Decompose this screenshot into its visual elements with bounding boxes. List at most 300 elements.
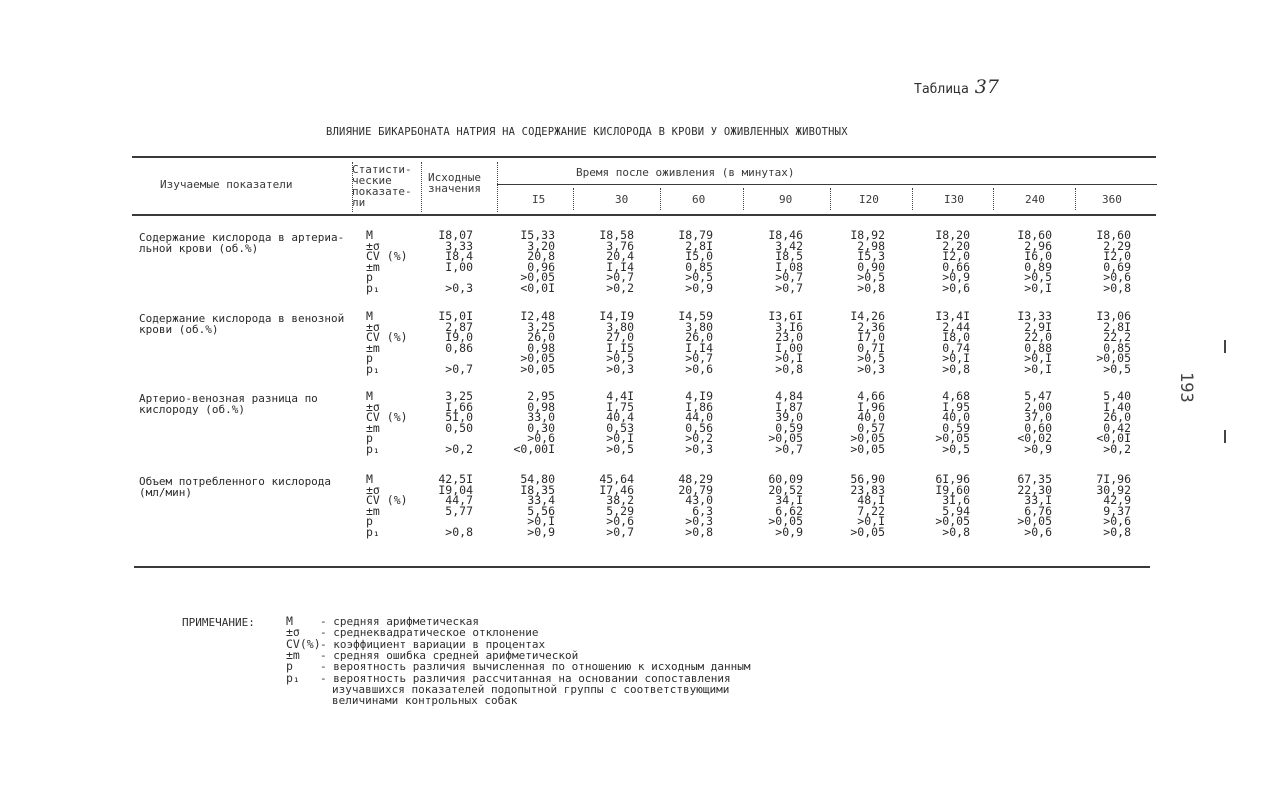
time-values-column bbox=[520, 311, 555, 375]
table-cell: I2,0 bbox=[1103, 249, 1131, 264]
table-cell: >0,3 bbox=[445, 280, 473, 295]
table-cell: 20,52 bbox=[768, 482, 803, 497]
table-cell: 0,98 bbox=[527, 340, 555, 355]
table-cell: >0,5 bbox=[942, 441, 970, 456]
table-cell: 5,47 bbox=[1024, 389, 1052, 403]
table-cell: 7,22 bbox=[857, 503, 885, 518]
table-cell: >0,5 bbox=[606, 441, 634, 456]
stat-symbol: M bbox=[366, 309, 373, 323]
time-values-column bbox=[1017, 391, 1052, 455]
table-cell: >0,8 bbox=[775, 361, 803, 376]
stat-symbol: ±m bbox=[366, 420, 380, 435]
table-cell: >0,05 bbox=[520, 361, 555, 376]
table-cell: I,96 bbox=[857, 399, 885, 414]
header-stat-line: ли bbox=[352, 196, 366, 209]
initial-values-column bbox=[438, 474, 473, 538]
table-cell: I8,60 bbox=[1096, 228, 1131, 242]
table-cell: >0,I bbox=[606, 431, 634, 446]
table-cell: >0,7 bbox=[445, 361, 473, 376]
table-cell: 0,60 bbox=[1024, 420, 1052, 435]
table-cell: >0,6 bbox=[1103, 514, 1131, 529]
header-time-240: 240 bbox=[1025, 193, 1045, 206]
table-cell: I,00 bbox=[445, 259, 473, 274]
table-cell: 38,2 bbox=[606, 493, 634, 508]
time-values-column bbox=[606, 391, 634, 455]
table-cell: >0,6 bbox=[527, 431, 555, 446]
table-cell: I8,79 bbox=[678, 228, 713, 242]
table-cell: I,95 bbox=[942, 399, 970, 414]
table-cell: 0,66 bbox=[942, 259, 970, 274]
header-time-130: I30 bbox=[944, 193, 964, 206]
stat-symbols bbox=[366, 474, 408, 538]
header-time-60: 60 bbox=[692, 193, 706, 206]
table-cell: 4,84 bbox=[775, 389, 803, 403]
header-separator bbox=[573, 188, 574, 210]
table-cell: 60,09 bbox=[768, 472, 803, 486]
table-cell: 22,0 bbox=[1024, 330, 1052, 345]
table-cell: 0,53 bbox=[606, 420, 634, 435]
table-cell: 0,59 bbox=[942, 420, 970, 435]
table-cell: I8,0 bbox=[942, 330, 970, 345]
header-time-90: 90 bbox=[779, 193, 793, 206]
table-cell: >0,5 bbox=[606, 351, 634, 366]
table-cell: 0,30 bbox=[527, 420, 555, 435]
indicator-title-line: льной крови (об.%) bbox=[139, 242, 259, 255]
indicator-title-line: крови (об.%) bbox=[139, 323, 219, 336]
time-values-column bbox=[935, 474, 970, 538]
table-cell: 3,76 bbox=[606, 238, 634, 253]
table-cell: 2,36 bbox=[857, 319, 885, 334]
time-values-column bbox=[768, 311, 803, 375]
note-text: - коэффициент вариации в процентах bbox=[320, 637, 546, 651]
table-cell: >0,5 bbox=[685, 270, 713, 285]
table-cell: I8,60 bbox=[1017, 228, 1052, 242]
table-cell: 0,59 bbox=[775, 420, 803, 435]
stat-symbol: p bbox=[366, 351, 373, 366]
table-cell: 2,98 bbox=[857, 238, 885, 253]
header-separator bbox=[497, 162, 498, 212]
stat-symbol: p bbox=[366, 431, 373, 446]
table-cell: I,08 bbox=[775, 259, 803, 274]
stat-symbol: p₁ bbox=[366, 441, 380, 456]
time-values-column bbox=[520, 474, 555, 538]
table-cell: >0,05 bbox=[520, 351, 555, 366]
table-cell: 5,40 bbox=[1103, 389, 1131, 403]
table-cell: 0,85 bbox=[685, 259, 713, 274]
table-cell: 42,5I bbox=[438, 472, 473, 486]
table-cell: 9,37 bbox=[1103, 503, 1131, 518]
initial-values-column bbox=[445, 391, 473, 455]
table-cell: 3,33 bbox=[445, 238, 473, 253]
table-cell: 2,44 bbox=[942, 319, 970, 334]
table-cell: 2,00 bbox=[1024, 399, 1052, 414]
time-values-column bbox=[935, 311, 970, 375]
note-text: изучавшихся показателей подопытной группы с соответствующими bbox=[332, 682, 730, 696]
table-cell: >0,7 bbox=[775, 270, 803, 285]
table-cell: <0,02 bbox=[1017, 431, 1052, 446]
table-cell: 4,I9 bbox=[685, 389, 713, 403]
time-values-column bbox=[1096, 311, 1131, 375]
stat-symbol: p bbox=[366, 514, 373, 529]
table-cell: >0,8 bbox=[857, 280, 885, 295]
table-cell: 5,94 bbox=[942, 503, 970, 518]
table-cell: 20,4 bbox=[606, 249, 634, 264]
table-cell: 40,0 bbox=[942, 410, 970, 425]
stat-symbol: ±σ bbox=[366, 482, 380, 497]
time-values-column bbox=[678, 230, 713, 294]
table-cell: 3,25 bbox=[527, 319, 555, 334]
table-cell: 0,56 bbox=[685, 420, 713, 435]
indicator-title-line: кислороду (об.%) bbox=[139, 403, 245, 416]
table-cell: 3,20 bbox=[527, 238, 555, 253]
header-bottom-rule bbox=[132, 214, 1156, 216]
note-symbol: ±m bbox=[286, 647, 300, 662]
table-cell: I3,4I bbox=[935, 309, 970, 323]
table-cell: >0,05 bbox=[1096, 351, 1131, 366]
indicator-title-line: (мл/мин) bbox=[139, 486, 192, 499]
table-cell: 5,56 bbox=[527, 503, 555, 518]
table-cell: 3,42 bbox=[775, 238, 803, 253]
table-number: 37 bbox=[974, 76, 999, 98]
stat-symbol: ±σ bbox=[366, 238, 380, 253]
table-cell: 2,95 bbox=[527, 389, 555, 403]
table-cell: >0,5 bbox=[857, 270, 885, 285]
table-cell: I,75 bbox=[606, 399, 634, 414]
table-cell: 39,0 bbox=[775, 410, 803, 425]
table-cell: <0,00I bbox=[513, 441, 555, 456]
time-values-column bbox=[768, 391, 803, 455]
table-cell: 4,4I bbox=[606, 389, 634, 403]
header-separator bbox=[743, 188, 744, 210]
table-cell: 43,0 bbox=[685, 493, 713, 508]
table-cell: I5,33 bbox=[520, 228, 555, 242]
table-cell: I,66 bbox=[445, 399, 473, 414]
header-separator bbox=[912, 188, 913, 210]
table-cell: >0,I bbox=[527, 514, 555, 529]
table-cell: >0,3 bbox=[685, 514, 713, 529]
table-cell: I3,33 bbox=[1017, 309, 1052, 323]
table-cell: 2,29 bbox=[1103, 238, 1131, 253]
indicator-title-line: Содержание кислорода в венозной bbox=[139, 312, 345, 325]
table-cell: 26,0 bbox=[685, 330, 713, 345]
time-values-column bbox=[935, 391, 970, 455]
table-cell: >0,9 bbox=[1024, 441, 1052, 456]
table-cell: >0,I bbox=[775, 351, 803, 366]
table-cell: I7,0 bbox=[857, 330, 885, 345]
time-values-column bbox=[678, 474, 713, 538]
stat-symbols bbox=[366, 230, 408, 294]
note-text: величинами контрольных собак bbox=[332, 694, 518, 708]
table-cell: >0,6 bbox=[685, 361, 713, 376]
initial-values-column bbox=[438, 311, 473, 375]
table-cell: I8,92 bbox=[850, 228, 885, 242]
time-group-rule bbox=[497, 184, 1157, 185]
time-values-column bbox=[1096, 474, 1131, 538]
table-cell: 48,I bbox=[857, 493, 885, 508]
table-cell: 2,8I bbox=[685, 238, 713, 253]
time-values-column bbox=[1017, 230, 1052, 294]
table-cell: I8,5 bbox=[775, 249, 803, 264]
time-values-column bbox=[599, 474, 634, 538]
table-cell: >0,7 bbox=[775, 441, 803, 456]
time-values-column bbox=[1096, 391, 1131, 455]
table-cell: I2,0 bbox=[942, 249, 970, 264]
table-cell: >0,6 bbox=[606, 514, 634, 529]
table-cell: >0,9 bbox=[685, 280, 713, 295]
note-label: ПРИМЕЧАНИЕ: bbox=[182, 616, 255, 629]
table-cell: >0,6 bbox=[942, 280, 970, 295]
stat-symbol: CV (%) bbox=[366, 493, 408, 508]
table-cell: 2,96 bbox=[1024, 238, 1052, 253]
table-cell: 26,0 bbox=[527, 330, 555, 345]
table-cell: >0,05 bbox=[850, 524, 885, 539]
table-cell: 20,79 bbox=[678, 482, 713, 497]
table-cell: >0,5 bbox=[857, 351, 885, 366]
table-cell: I8,46 bbox=[768, 228, 803, 242]
header-separator bbox=[1075, 188, 1076, 210]
stat-symbol: ±σ bbox=[366, 319, 380, 334]
table-cell: 48,29 bbox=[678, 472, 713, 486]
header-stat-line: показате- bbox=[352, 185, 412, 198]
table-cell: 67,35 bbox=[1017, 472, 1052, 486]
stat-symbol: M bbox=[366, 472, 373, 486]
document-title: ВЛИЯНИЕ БИКАРБОНАТА НАТРИЯ НА СОДЕРЖАНИЕ КИСЛОРОДА В КРОВИ У ОЖИВЛЕННЫХ ЖИВОТНЫХ bbox=[326, 126, 848, 138]
table-label bbox=[914, 76, 999, 98]
table-cell: >0,7 bbox=[685, 351, 713, 366]
table-cell: 23,0 bbox=[775, 330, 803, 345]
table-cell: >0,3 bbox=[857, 361, 885, 376]
table-cell: >0,2 bbox=[1103, 441, 1131, 456]
table-cell: 0,85 bbox=[1103, 340, 1131, 355]
note-text: - вероятность различия вычисленная по отношению к исходным данным bbox=[320, 660, 751, 674]
table-cell: 5,29 bbox=[606, 503, 634, 518]
table-cell: >0,8 bbox=[942, 361, 970, 376]
time-values-column bbox=[768, 474, 803, 538]
table-cell: >0,05 bbox=[1017, 514, 1052, 529]
indicator-title bbox=[139, 476, 331, 498]
table-cell: 34,I bbox=[775, 493, 803, 508]
table-cell: I4,59 bbox=[678, 309, 713, 323]
table-cell: I4,I9 bbox=[599, 309, 634, 323]
header-initial-line: Исходные bbox=[428, 171, 481, 184]
table-cell: >0,I bbox=[857, 514, 885, 529]
time-values-column bbox=[850, 311, 885, 375]
table-cell: >0,05 bbox=[768, 431, 803, 446]
table-cell: I,00 bbox=[775, 340, 803, 355]
margin-dash bbox=[1224, 340, 1226, 353]
note-text: - среднеквадратическое отклонение bbox=[320, 626, 539, 640]
note-symbol: ±σ bbox=[286, 625, 300, 640]
table-cell: 4,68 bbox=[942, 389, 970, 403]
table-cell: >0,5 bbox=[1103, 361, 1131, 376]
table-cell: 0,98 bbox=[527, 399, 555, 414]
header-separator bbox=[993, 188, 994, 210]
table-cell: 7I,96 bbox=[1096, 472, 1131, 486]
table-cell: >0,05 bbox=[768, 514, 803, 529]
header-indicators: Изучаемые показатели bbox=[160, 178, 293, 191]
table-cell: >0,2 bbox=[445, 441, 473, 456]
table-cell: >0,I bbox=[1024, 361, 1052, 376]
table-cell: 33,0 bbox=[527, 410, 555, 425]
table-cell: I9,0 bbox=[445, 330, 473, 345]
table-cell: >0,6 bbox=[1103, 270, 1131, 285]
table-cell: 6,76 bbox=[1024, 503, 1052, 518]
table-cell: 30,92 bbox=[1096, 482, 1131, 497]
table-cell: >0,7 bbox=[606, 270, 634, 285]
table-cell: >0,05 bbox=[935, 431, 970, 446]
table-cell: 2,87 bbox=[445, 319, 473, 334]
table-cell: >0,8 bbox=[1103, 524, 1131, 539]
table-cell: I9,60 bbox=[935, 482, 970, 497]
table-cell: >0,05 bbox=[850, 441, 885, 456]
table-cell: >0,9 bbox=[942, 270, 970, 285]
table-cell: >0,6 bbox=[1024, 524, 1052, 539]
table-cell: I3,06 bbox=[1096, 309, 1131, 323]
indicator-title bbox=[139, 313, 344, 335]
table-cell: 37,0 bbox=[1024, 410, 1052, 425]
table-cell: I8,35 bbox=[520, 482, 555, 497]
table-top-rule bbox=[132, 156, 1156, 158]
table-cell: I4,26 bbox=[850, 309, 885, 323]
table-cell: <0,0I bbox=[1096, 431, 1131, 446]
stat-symbols bbox=[366, 391, 408, 455]
header-time-15: I5 bbox=[532, 193, 546, 206]
time-values-column bbox=[599, 230, 634, 294]
table-cell: 27,0 bbox=[606, 330, 634, 345]
stat-symbol: CV (%) bbox=[366, 249, 408, 264]
table-cell: 33,I bbox=[1024, 493, 1052, 508]
table-cell: >0,9 bbox=[527, 524, 555, 539]
table-cell: I5,0I bbox=[438, 309, 473, 323]
table-cell: 23,83 bbox=[850, 482, 885, 497]
table-cell: 22,30 bbox=[1017, 482, 1052, 497]
time-values-column bbox=[850, 230, 885, 294]
table-cell: 0,96 bbox=[527, 259, 555, 274]
time-values-column bbox=[599, 311, 634, 375]
table-cell: 0,86 bbox=[445, 340, 473, 355]
header-separator bbox=[660, 188, 661, 210]
indicator-title-line: Артерио-венозная разница по bbox=[139, 392, 318, 405]
table-cell: >0,5 bbox=[1024, 270, 1052, 285]
indicator-title-line: Содержание кислорода в артериа- bbox=[139, 231, 345, 244]
time-values-column bbox=[1017, 311, 1052, 375]
table-cell: I5,0 bbox=[685, 249, 713, 264]
table-cell: 0,89 bbox=[1024, 259, 1052, 274]
table-cell: >0,05 bbox=[935, 514, 970, 529]
table-cell: 6I,96 bbox=[935, 472, 970, 486]
table-cell: I,86 bbox=[685, 399, 713, 414]
table-cell: >0,7 bbox=[775, 280, 803, 295]
stat-symbol: M bbox=[366, 389, 373, 403]
stat-symbol: p bbox=[366, 270, 373, 285]
table-cell: 42,9 bbox=[1103, 493, 1131, 508]
table-cell: I6,0 bbox=[1024, 249, 1052, 264]
table-cell: 0,50 bbox=[445, 420, 473, 435]
stat-symbols bbox=[366, 311, 408, 375]
time-values-column bbox=[1096, 230, 1131, 294]
table-cell: I,87 bbox=[775, 399, 803, 414]
time-values-column bbox=[685, 391, 713, 455]
table-cell: >0,05 bbox=[850, 431, 885, 446]
table-cell: >0,05 bbox=[520, 270, 555, 285]
table-cell: 0,57 bbox=[857, 420, 885, 435]
stat-symbol: ±m bbox=[366, 259, 380, 274]
header-stat-line: Статисти- bbox=[352, 163, 412, 176]
header-separator bbox=[421, 162, 422, 212]
table-cell: I9,04 bbox=[438, 482, 473, 497]
stat-symbol: ±σ bbox=[366, 399, 380, 414]
table-bottom-rule bbox=[134, 566, 1150, 568]
header-time-120: I20 bbox=[859, 193, 879, 206]
header-stat bbox=[352, 164, 412, 208]
indicator-title-line: Объем потребленного кислорода bbox=[139, 475, 332, 488]
table-cell: 22,2 bbox=[1103, 330, 1131, 345]
table-cell: 2,20 bbox=[942, 238, 970, 253]
table-cell: 2,9I bbox=[1024, 319, 1052, 334]
table-cell: 6,3 bbox=[692, 503, 713, 518]
table-cell: >0,8 bbox=[1103, 280, 1131, 295]
header-time-360: 360 bbox=[1102, 193, 1122, 206]
stat-symbol: CV (%) bbox=[366, 330, 408, 345]
stat-symbol: ±m bbox=[366, 503, 380, 518]
note-symbol: p₁ bbox=[286, 670, 300, 685]
header-time-group: Время после оживления (в минутах) bbox=[576, 166, 795, 179]
table-cell: >0,2 bbox=[685, 431, 713, 446]
table-cell: 3I,6 bbox=[942, 493, 970, 508]
table-cell: >0,8 bbox=[445, 524, 473, 539]
table-cell: >0,3 bbox=[606, 361, 634, 376]
table-cell: <0,0I bbox=[520, 280, 555, 295]
page-number: 193 bbox=[1176, 372, 1196, 403]
table-cell: 0,69 bbox=[1103, 259, 1131, 274]
time-values-column bbox=[850, 391, 885, 455]
note-symbol: CV(%) bbox=[286, 636, 321, 651]
table-cell: I8,58 bbox=[599, 228, 634, 242]
table-cell: I,I4 bbox=[685, 340, 713, 355]
table-cell: I8,20 bbox=[935, 228, 970, 242]
stat-symbol: p₁ bbox=[366, 361, 380, 376]
table-cell: 26,0 bbox=[1103, 410, 1131, 425]
table-cell: 0,90 bbox=[857, 259, 885, 274]
table-cell: I5,3 bbox=[857, 249, 885, 264]
header-time-30: 30 bbox=[615, 193, 629, 206]
header-separator bbox=[830, 188, 831, 210]
table-cell: 40,0 bbox=[857, 410, 885, 425]
table-cell: 6,62 bbox=[775, 503, 803, 518]
table-cell: 3,I6 bbox=[775, 319, 803, 334]
note-symbol: p bbox=[286, 659, 293, 674]
initial-values-column bbox=[438, 230, 473, 294]
table-cell: >0,I bbox=[1024, 280, 1052, 295]
time-values-column bbox=[513, 391, 555, 455]
table-cell: 4,66 bbox=[857, 389, 885, 403]
table-cell: 0,88 bbox=[1024, 340, 1052, 355]
table-cell: 44,7 bbox=[445, 493, 473, 508]
table-cell: I7,46 bbox=[599, 482, 634, 497]
table-cell: >0,3 bbox=[685, 441, 713, 456]
table-cell: I8,07 bbox=[438, 228, 473, 242]
table-cell: 0,7I bbox=[857, 340, 885, 355]
note-text: - средняя арифметическая bbox=[320, 615, 479, 628]
table-cell: >0,I bbox=[942, 351, 970, 366]
table-cell: I2,48 bbox=[520, 309, 555, 323]
stat-symbol: p₁ bbox=[366, 524, 380, 539]
table-cell: 3,80 bbox=[606, 319, 634, 334]
table-cell: 3,80 bbox=[685, 319, 713, 334]
table-cell: 20,8 bbox=[527, 249, 555, 264]
table-cell: 0,42 bbox=[1103, 420, 1131, 435]
header-initial-line: значения bbox=[428, 182, 481, 195]
